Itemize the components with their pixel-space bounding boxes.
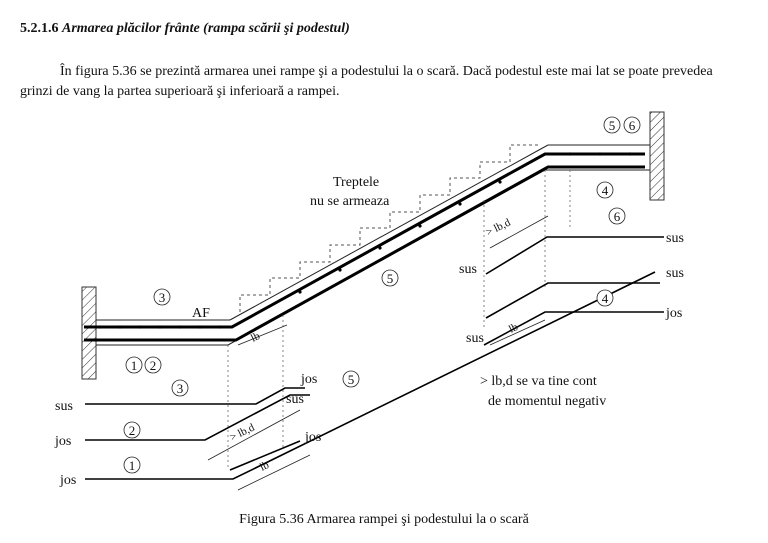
label-sus-left: sus [55, 399, 73, 414]
svg-text:1: 1 [128, 458, 136, 473]
label-jos-left-1: jos [55, 434, 72, 449]
svg-text:5: 5 [386, 271, 394, 286]
paragraph-text: În figura 5.36 se prezintă armarea unei rampe şi a podestului la o scară. Dacă podestul este mai lat se poate prevedea grinzi de vang la partea superioară şi inferioară a rampei. [20, 64, 713, 99]
label-jos-1: jos [301, 372, 318, 387]
svg-text:2: 2 [149, 358, 157, 373]
svg-text:3: 3 [176, 381, 184, 396]
svg-text:6: 6 [628, 118, 636, 133]
section-title: Armarea plăcilor frânte (rampa scării şi podestul) [62, 21, 350, 36]
svg-text:1: 1 [130, 358, 138, 373]
lbd-upper: > lb,d [484, 216, 513, 239]
label-sus-lower: sus [466, 331, 484, 346]
svg-text:5: 5 [347, 372, 355, 387]
svg-text:5: 5 [608, 118, 616, 133]
left-wall [82, 287, 96, 379]
af-label: AF [192, 306, 210, 321]
label-jos-left-2: jos [60, 473, 77, 488]
section-number: 5.2.1.6 [20, 21, 59, 36]
dimension-lines [208, 216, 548, 490]
label-jos-right: jos [666, 306, 683, 321]
label-sus-2: sus [286, 392, 304, 407]
moment-note-line2: de momentul negativ [488, 394, 607, 409]
label-sus-right-1: sus [666, 231, 684, 246]
svg-text:4: 4 [601, 291, 609, 306]
lb-slab: lb [249, 330, 263, 345]
lb-lower: lb [258, 459, 272, 474]
projection-lines [228, 170, 570, 470]
label-sus-right-2: sus [666, 266, 684, 281]
lb-upper: lb [507, 321, 521, 336]
exploded-bars [85, 237, 664, 479]
svg-text:4: 4 [601, 183, 609, 198]
svg-text:3: 3 [158, 290, 166, 305]
moment-note-line1: > lb,d se va tine cont [480, 374, 597, 389]
right-wall [650, 112, 664, 200]
marker-labels [129, 118, 636, 473]
figure-labels [54, 175, 684, 488]
lbd-lower: > lb,d [228, 421, 257, 444]
svg-text:6: 6 [613, 209, 621, 224]
svg-text:2: 2 [128, 423, 136, 438]
stairs-note-line2: nu se armeaza [310, 194, 390, 209]
stairs-note-line1: Treptele [333, 175, 380, 190]
label-jos-3: jos [305, 430, 322, 445]
label-sus-mid: sus [459, 262, 477, 277]
figure-caption: Figura 5.36 Armarea rampei şi podestului la o scară [239, 512, 529, 527]
